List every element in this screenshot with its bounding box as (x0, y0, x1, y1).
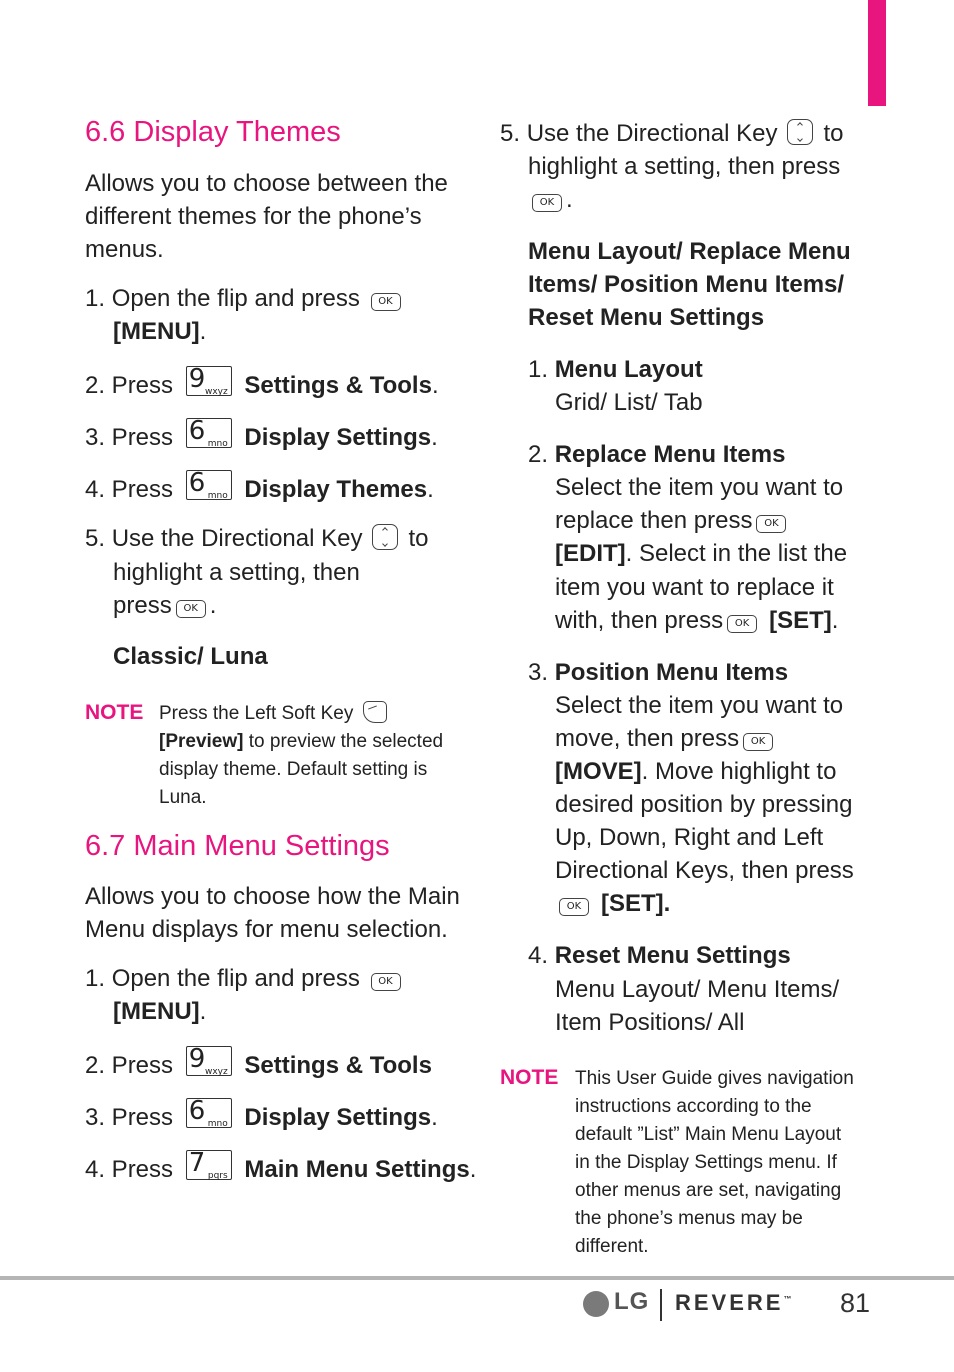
note-line: This User Guide gives navigation (575, 1068, 854, 1089)
sub-item-text: item you want to replace it (555, 574, 834, 601)
ok-key-icon: OK (176, 600, 206, 618)
key-6-icon: 6 mno (186, 1098, 232, 1128)
menu-label: Display Settings (244, 424, 432, 451)
section-title-display-themes: 6.6 Display Themes (85, 116, 341, 148)
page-tab-marker (868, 0, 886, 106)
product-logo: REVERE™ (675, 1290, 795, 1315)
directional-key-icon (787, 119, 813, 145)
step-1-cont (113, 315, 206, 348)
note-label: NOTE (85, 701, 144, 724)
step-1-cont: [MENU]. (113, 998, 207, 1025)
directional-key-icon (372, 524, 398, 550)
step-2: 2. Press 9 wxyz Settings & Tools (85, 1044, 432, 1079)
sub-item-text: Directional Keys, then press (555, 857, 854, 884)
intro-line: menus. (85, 236, 164, 263)
ok-key-icon: OK (532, 194, 562, 212)
section-title-main-menu-settings: 6.7 Main Menu Settings (85, 830, 390, 862)
note-line: Luna. (159, 787, 207, 808)
step-5: 5. Use the Directional Key to (85, 525, 429, 552)
key-6-icon: 6 mno (186, 418, 232, 448)
sub-item-text: [MOVE]. Move highlight to (555, 758, 837, 785)
footer-divider (0, 1276, 954, 1280)
left-soft-key-icon (363, 701, 387, 723)
step-5-cont: highlight a setting, then (113, 559, 360, 586)
sub-item-text: Up, Down, Right and Left (555, 824, 824, 851)
note-line: [Preview] to preview the selected (159, 731, 444, 752)
lg-logo-icon (583, 1291, 609, 1317)
sub-item-text: Menu Layout/ Menu Items/ (555, 976, 840, 1003)
note-line: other menus are set, navigating (575, 1180, 842, 1201)
step-number: 4. Press (85, 476, 174, 503)
punct: . (199, 318, 207, 345)
sub-item-4: 4. Reset Menu Settings (528, 942, 791, 969)
step-1: 1. Open the flip and press OK (85, 962, 405, 995)
footer-separator (660, 1289, 662, 1321)
step-3: 3. Press 6 mno Display Settings. (85, 416, 438, 451)
sub-item-text: Item Positions/ All (555, 1009, 745, 1036)
step-text: Use the Directional Key (111, 525, 363, 552)
step-text: Open the flip and press (111, 285, 360, 312)
sub-item-text: desired position by pressing (555, 791, 853, 818)
step-number: 5. (85, 525, 106, 552)
intro-line: different themes for the phone’s (85, 203, 422, 230)
key-9-icon: 9 wxyz (186, 1046, 232, 1076)
brand-logo-text: LG (614, 1288, 650, 1315)
ok-key-icon: OK (727, 615, 757, 633)
sub-item-text: [EDIT]. Select in the list the (555, 540, 848, 567)
step-5-cont: highlight a setting, then press (528, 153, 841, 180)
menu-label: [MENU] (113, 318, 200, 345)
sub-item-text: move, then press OK (555, 722, 777, 755)
ok-key-icon: OK (371, 973, 401, 991)
sub-item-text: with, then press OK [SET]. (555, 607, 839, 634)
ok-key-icon: OK (743, 733, 773, 751)
options-line: Reset Menu Settings (528, 304, 765, 331)
intro-line: Allows you to choose between the (85, 170, 448, 197)
sub-item-3: 3. Position Menu Items (528, 659, 789, 686)
options-line: Items/ Position Menu Items/ (528, 271, 845, 298)
step-2: 2. Press 9 wxyz Settings & Tools. (85, 364, 439, 399)
step-5-cont: OK . (528, 183, 573, 216)
step-5: 5. Use the Directional Key to (500, 120, 844, 147)
step-3: 3. Press 6 mno Display Settings. (85, 1096, 438, 1131)
sub-item-1: 1. Menu Layout (528, 356, 703, 383)
key-9-icon: 9 wxyz (186, 366, 232, 396)
menu-label: Display Themes (244, 476, 428, 503)
sub-item-text: Select the item you want to (555, 692, 844, 719)
ok-key-icon: OK (559, 898, 589, 916)
step-4: 4. Press 6 mno Display Themes. (85, 468, 434, 503)
key-7-icon: 7 pqrs (186, 1150, 232, 1180)
sub-item-text: OK [SET]. (555, 887, 670, 920)
page-number: 81 (840, 1288, 871, 1318)
step-number: 3. Press (85, 424, 174, 451)
intro-line: Allows you to choose how the Main (85, 883, 460, 910)
note-line: different. (575, 1236, 649, 1257)
note-line: default ”List” Main Menu Layout (575, 1124, 842, 1145)
note-line: display theme. Default setting is (159, 759, 428, 780)
sub-item-2: 2. Replace Menu Items (528, 441, 786, 468)
note-line: instructions according to the (575, 1096, 812, 1117)
ok-key-icon: OK (371, 293, 401, 311)
intro-line: Menu displays for menu selection. (85, 916, 448, 943)
note-line: Press the Left Soft Key (159, 700, 387, 728)
step-4: 4. Press 7 pqrs Main Menu Settings. (85, 1148, 477, 1183)
ok-key-icon: OK (756, 515, 786, 533)
key-6-icon: 6 mno (186, 470, 232, 500)
step-number: 2. Press (85, 372, 174, 399)
menu-label: Settings & Tools (244, 372, 432, 399)
sub-item-text: Select the item you want to (555, 474, 844, 501)
step-5-cont: press OK . (113, 592, 217, 619)
options-classic-luna: Classic/ Luna (113, 643, 268, 670)
step-number: 1. (85, 285, 106, 312)
note-line: the phone’s menus may be (575, 1208, 803, 1229)
note-label: NOTE (500, 1066, 559, 1089)
sub-item-text: Grid/ List/ Tab (555, 389, 703, 416)
sub-item-text: replace then press OK (555, 504, 790, 537)
note-line: in the Display Settings menu. If (575, 1152, 837, 1173)
step-1 (85, 282, 405, 315)
options-line: Menu Layout/ Replace Menu (528, 238, 851, 265)
